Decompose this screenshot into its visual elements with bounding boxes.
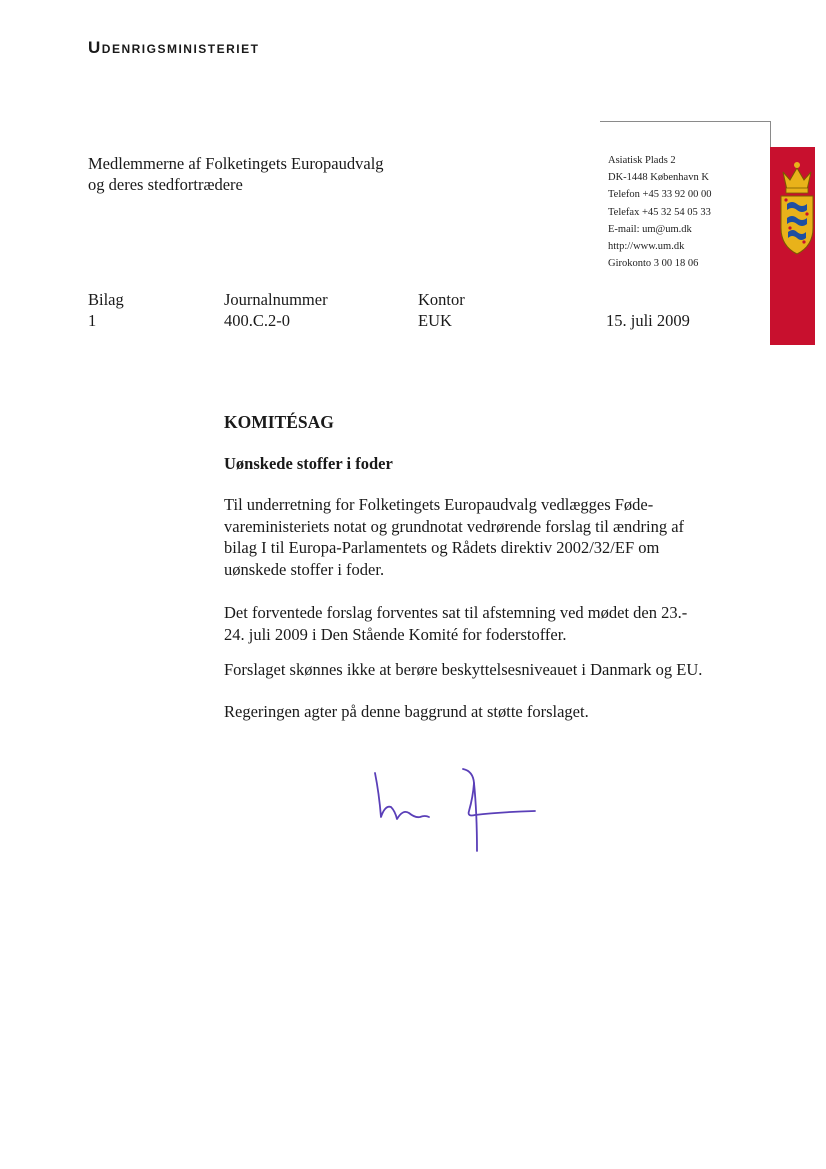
address-fax: Telefax +45 32 54 05 33 (608, 206, 711, 218)
address-email: E-mail: um@um.dk (608, 223, 692, 235)
journal-label: Journalnummer (224, 290, 328, 309)
kontor-value: EUK (418, 311, 452, 330)
paragraph-line: Det forventede forslag forventes sat til afstemning ved mødet den 23.- (224, 603, 688, 622)
document-heading: KOMITÉSAG (224, 412, 334, 432)
paragraph-line: 24. juli 2009 i Den Stående Komité for foderstoffer. (224, 624, 567, 644)
paragraph-line: Regeringen agter på denne baggrund at støtte forslaget. (224, 702, 589, 721)
handwritten-signature (365, 765, 545, 860)
kontor-label: Kontor (418, 290, 465, 309)
recipient-line: Medlemmerne af Folketingets Europaudvalg (88, 154, 384, 173)
address-divider (600, 121, 770, 122)
ministry-name: Udenrigsministeriet (88, 38, 260, 57)
paragraph-4 (224, 701, 744, 723)
address-giro: Girokonto 3 00 18 06 (608, 258, 699, 270)
address-phone: Telefon +45 33 92 00 00 (608, 189, 712, 201)
address-web: http://www.um.dk (608, 241, 685, 253)
recipient-block (88, 153, 384, 195)
paragraph-line: uønskede stoffer i foder. (224, 559, 385, 579)
recipient-line: og deres stedfortrædere (88, 175, 243, 194)
address-city: DK-1448 København K (608, 172, 709, 184)
address-street: Asiatisk Plads 2 (608, 155, 676, 166)
paragraph-1 (224, 494, 744, 580)
document-subheading: Uønskede stoffer i foder (224, 454, 393, 473)
bilag-value: 1 (88, 311, 97, 330)
paragraph-line: Til underretning for Folketingets Europaudvalg vedlægges Føde- (224, 495, 654, 514)
paragraph-line: vareministeriets notat og grundnotat vedrørende forslag til ændring af (224, 516, 685, 536)
journal-value: 400.C.2-0 (224, 311, 290, 330)
coat-of-arms-icon (778, 160, 816, 258)
paragraph-line: bilag I til Europa-Parlamentets og Rådets direktiv 2002/32/EF om (224, 538, 660, 557)
paragraph-3 (224, 659, 744, 681)
paragraph-2 (224, 602, 744, 645)
paragraph-line: Forslaget skønnes ikke at berøre beskyttelsesniveauet i Danmark og EU. (224, 660, 703, 679)
sender-address (608, 152, 711, 272)
bilag-label: Bilag (88, 290, 124, 309)
letter-date: 15. juli 2009 (606, 311, 690, 330)
